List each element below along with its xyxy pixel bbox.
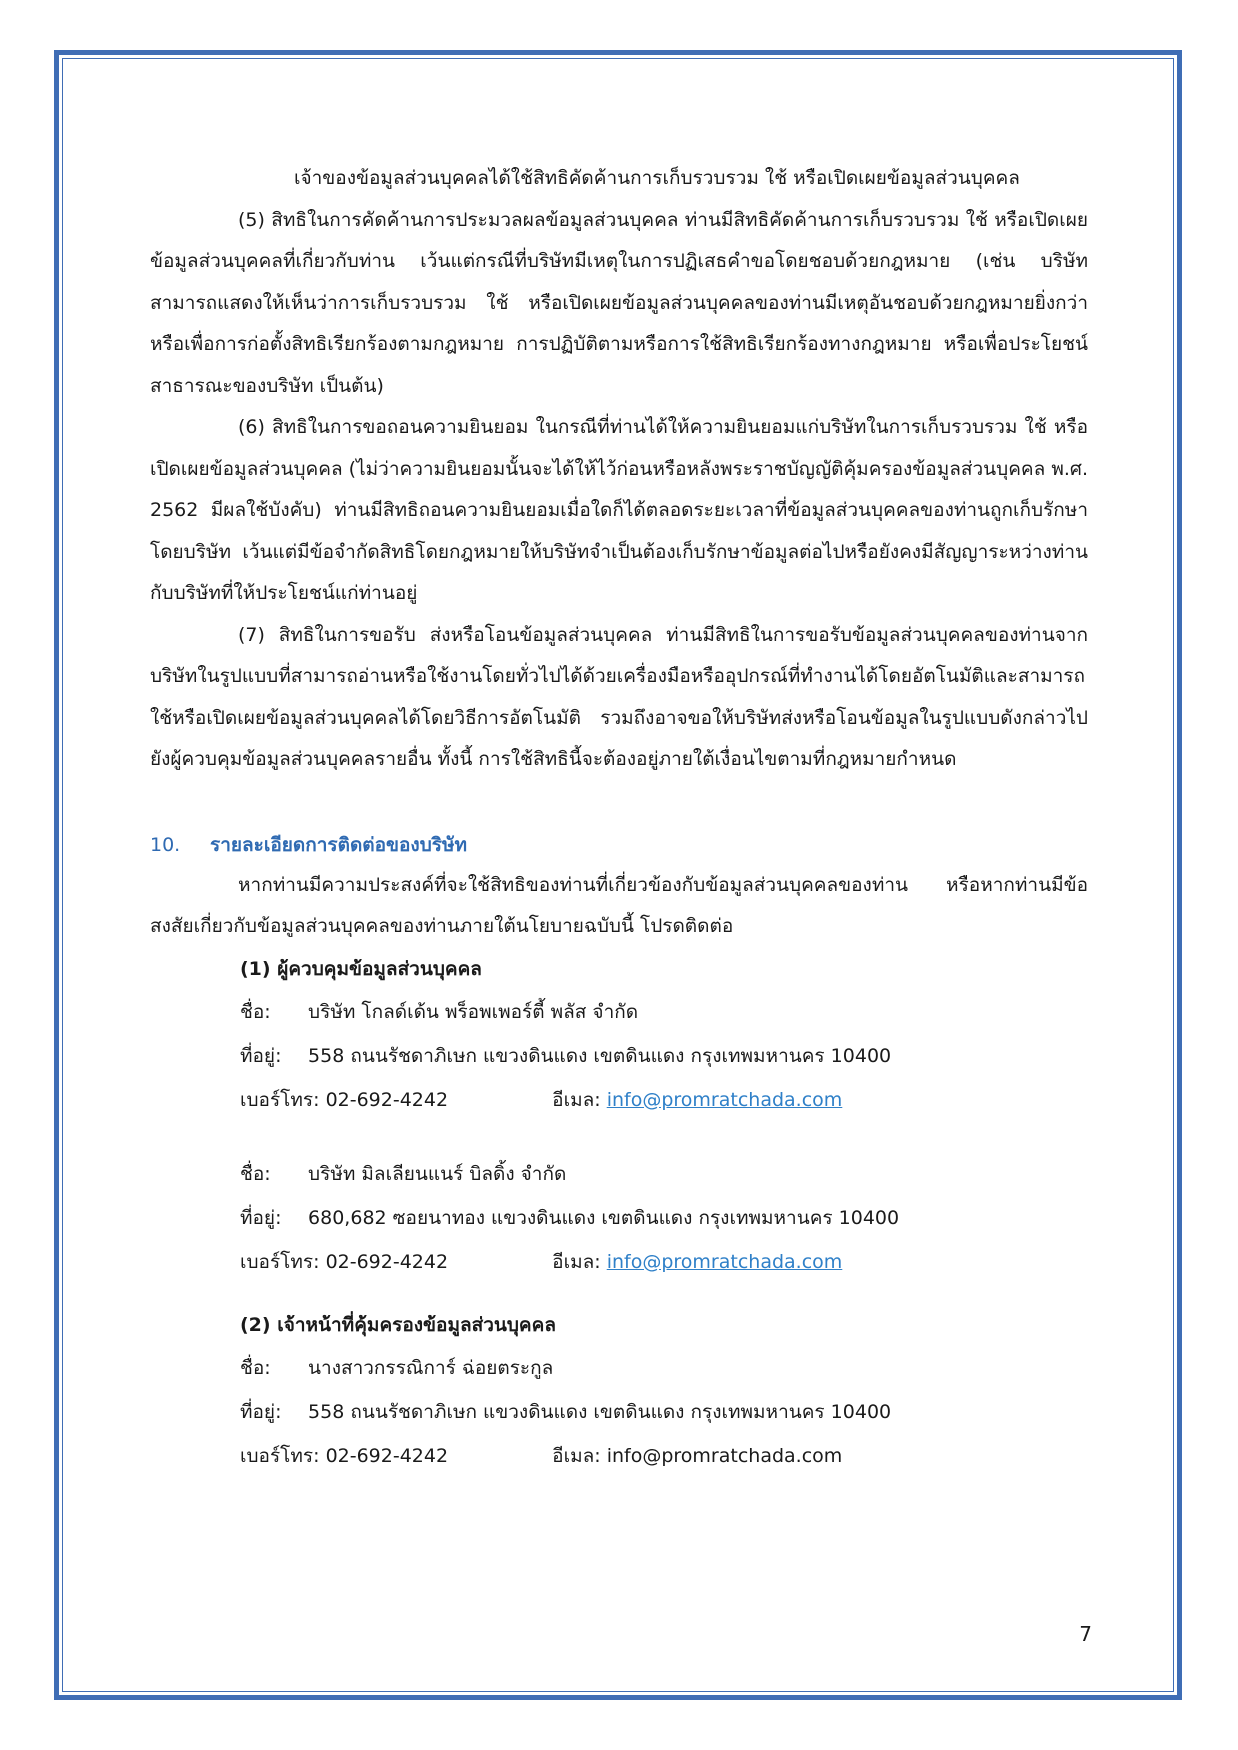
address-label: ที่อยู่: bbox=[240, 1044, 282, 1067]
company2-phone: 02-692-4242 bbox=[325, 1250, 449, 1273]
email-label: อีเมล: bbox=[552, 1444, 601, 1467]
dpo-email: info@promratchada.com bbox=[606, 1444, 843, 1467]
dpo-contact-row bbox=[150, 1434, 1088, 1478]
company1-phone: 02-692-4242 bbox=[325, 1088, 449, 1111]
company2-address-row bbox=[150, 1196, 1088, 1240]
paragraph-right-to-data-portability: (7) สิทธิในการขอรับ ส่งหรือโอนข้อมูลส่วนบุคคล ท่านมีสิทธิในการขอรับข้อมูลส่วนบุคคลของท่านจากบริษัทในรูปแบบที่สามารถอ่านหรือใช้งานโดยทั่วไปได้ด้วยเครื่องมือหรืออุปกรณ์ที่ทำงานได้โดยอัตโนมัติและสามารถใช้หรือเปิดเผยข้อมูลส่วนบุคคลได้โดยวิธีการอัตโนมัติ รวมถึงอาจขอให้บริษัทส่งหรือโอนข้อมูลในรูปแบบดังกล่าวไปยังผู้ควบคุมข้อมูลส่วนบุคคลรายอื่น ทั้งนี้ การใช้สิทธินี้จะต้องอยู่ภายใต้เงื่อนไขตามที่กฎหมายกำหนด bbox=[150, 623, 1088, 770]
phone-label: เบอร์โทร: bbox=[240, 1444, 320, 1467]
dpo-address-row bbox=[150, 1390, 1088, 1434]
document-body bbox=[150, 158, 1088, 1478]
name-label: ชื่อ: bbox=[240, 1000, 271, 1023]
company2-contact-row bbox=[150, 1240, 1088, 1284]
dpo-heading: (2) เจ้าหน้าที่คุ้มครองข้อมูลส่วนบุคคล bbox=[240, 1313, 556, 1336]
name-label: ชื่อ: bbox=[240, 1356, 271, 1379]
section-heading bbox=[150, 825, 1088, 865]
email-label: อีเมล: bbox=[552, 1250, 601, 1273]
company2-name-row bbox=[150, 1152, 1088, 1196]
section-title: รายละเอียดการติดต่อของบริษัท bbox=[210, 833, 468, 856]
paragraph-continued: เจ้าของข้อมูลส่วนบุคคลได้ใช้สิทธิคัดค้านการเก็บรวบรวม ใช้ หรือเปิดเผยข้อมูลส่วนบุคคล bbox=[294, 167, 1020, 189]
company1-name: บริษัท โกลด์เด้น พร็อพเพอร์ตี้ พลัส จำกัด bbox=[308, 1000, 639, 1023]
company1-name-row bbox=[150, 990, 1088, 1034]
company2-email-link[interactable]: info@promratchada.com bbox=[606, 1250, 843, 1273]
phone-label: เบอร์โทร: bbox=[240, 1250, 320, 1273]
section-intro: หากท่านมีความประสงค์ที่จะใช้สิทธิของท่านที่เกี่ยวข้องกับข้อมูลส่วนบุคคลของท่าน หรือหากท่านมีข้อสงสัยเกี่ยวกับข้อมูลส่วนบุคคลของท่านภายใต้นโยบายฉบับนี้ โปรดติดต่อ bbox=[150, 873, 1088, 937]
company1-address-row bbox=[150, 1034, 1088, 1078]
address-label: ที่อยู่: bbox=[240, 1400, 282, 1423]
company1-address: 558 ถนนรัชดาภิเษก แขวงดินแดง เขตดินแดง กรุงเทพมหานคร 10400 bbox=[308, 1044, 892, 1067]
paragraph-right-to-withdraw-consent: (6) สิทธิในการขอถอนความยินยอม ในกรณีที่ท่านได้ให้ความยินยอมแก่บริษัทในการเก็บรวบรวม ใช้ หรือเปิดเผยข้อมูลส่วนบุคคล (ไม่ว่าความยินยอมนั้นจะได้ให้ไว้ก่อนหรือหลังพระราชบัญญัติคุ้มครองข้อมูลส่วนบุคคล พ.ศ. 2562 มีผลใช้บังคับ) ท่านมีสิทธิถอนความยินยอมเมื่อใดก็ได้ตลอดระยะเวลาที่ข้อมูลส่วนบุคคลของท่านถูกเก็บรักษาโดยบริษัท เว้นแต่มีข้อจำกัดสิทธิโดยกฎหมายให้บริษัทจำเป็นต้องเก็บรักษาข้อมูลต่อไปหรือยังคงมีสัญญาระหว่างท่านกับบริษัทที่ให้ประโยชน์แก่ท่านอยู่ bbox=[150, 416, 1088, 604]
address-label: ที่อยู่: bbox=[240, 1206, 282, 1229]
paragraph-right-to-object: (5) สิทธิในการคัดค้านการประมวลผลข้อมูลส่วนบุคคล ท่านมีสิทธิคัดค้านการเก็บรวบรวม ใช้ หรือเปิดเผยข้อมูลส่วนบุคคลที่เกี่ยวกับท่าน เว้นแต่กรณีที่บริษัทมีเหตุในการปฏิเสธคำขอโดยชอบด้วยกฎหมาย (เช่น บริษัทสามารถแสดงให้เห็นว่าการเก็บรวบรวม ใช้ หรือเปิดเผยข้อมูลส่วนบุคคลของท่านมีเหตุอันชอบด้วยกฎหมายยิ่งกว่า หรือเพื่อการก่อตั้งสิทธิเรียกร้องตามกฎหมาย การปฏิบัติตามหรือการใช้สิทธิเรียกร้องทางกฎหมาย หรือเพื่อประโยชน์สาธารณะของบริษัท เป็นต้น) bbox=[150, 208, 1088, 397]
email-label: อีเมล: bbox=[552, 1088, 601, 1111]
dpo-address: 558 ถนนรัชดาภิเษก แขวงดินแดง เขตดินแดง กรุงเทพมหานคร 10400 bbox=[308, 1400, 892, 1423]
name-label: ชื่อ: bbox=[240, 1162, 271, 1185]
company1-email-link[interactable]: info@promratchada.com bbox=[606, 1088, 843, 1111]
company2-name: บริษัท มิลเลียนแนร์ บิลดิ้ง จำกัด bbox=[308, 1162, 567, 1185]
controller-heading: (1) ผู้ควบคุมข้อมูลส่วนบุคคล bbox=[240, 957, 482, 980]
company2-address: 680,682 ซอยนาทอง แขวงดินแดง เขตดินแดง กรุงเทพมหานคร 10400 bbox=[308, 1206, 900, 1229]
company1-contact-row bbox=[150, 1078, 1088, 1122]
dpo-phone: 02-692-4242 bbox=[325, 1444, 449, 1467]
phone-label: เบอร์โทร: bbox=[240, 1088, 320, 1111]
dpo-name: นางสาวกรรณิการ์ ฉ่อยตระกูล bbox=[308, 1356, 554, 1379]
section-number: 10. bbox=[150, 833, 181, 856]
dpo-name-row bbox=[150, 1346, 1088, 1390]
page-number: 7 bbox=[1079, 1622, 1092, 1646]
